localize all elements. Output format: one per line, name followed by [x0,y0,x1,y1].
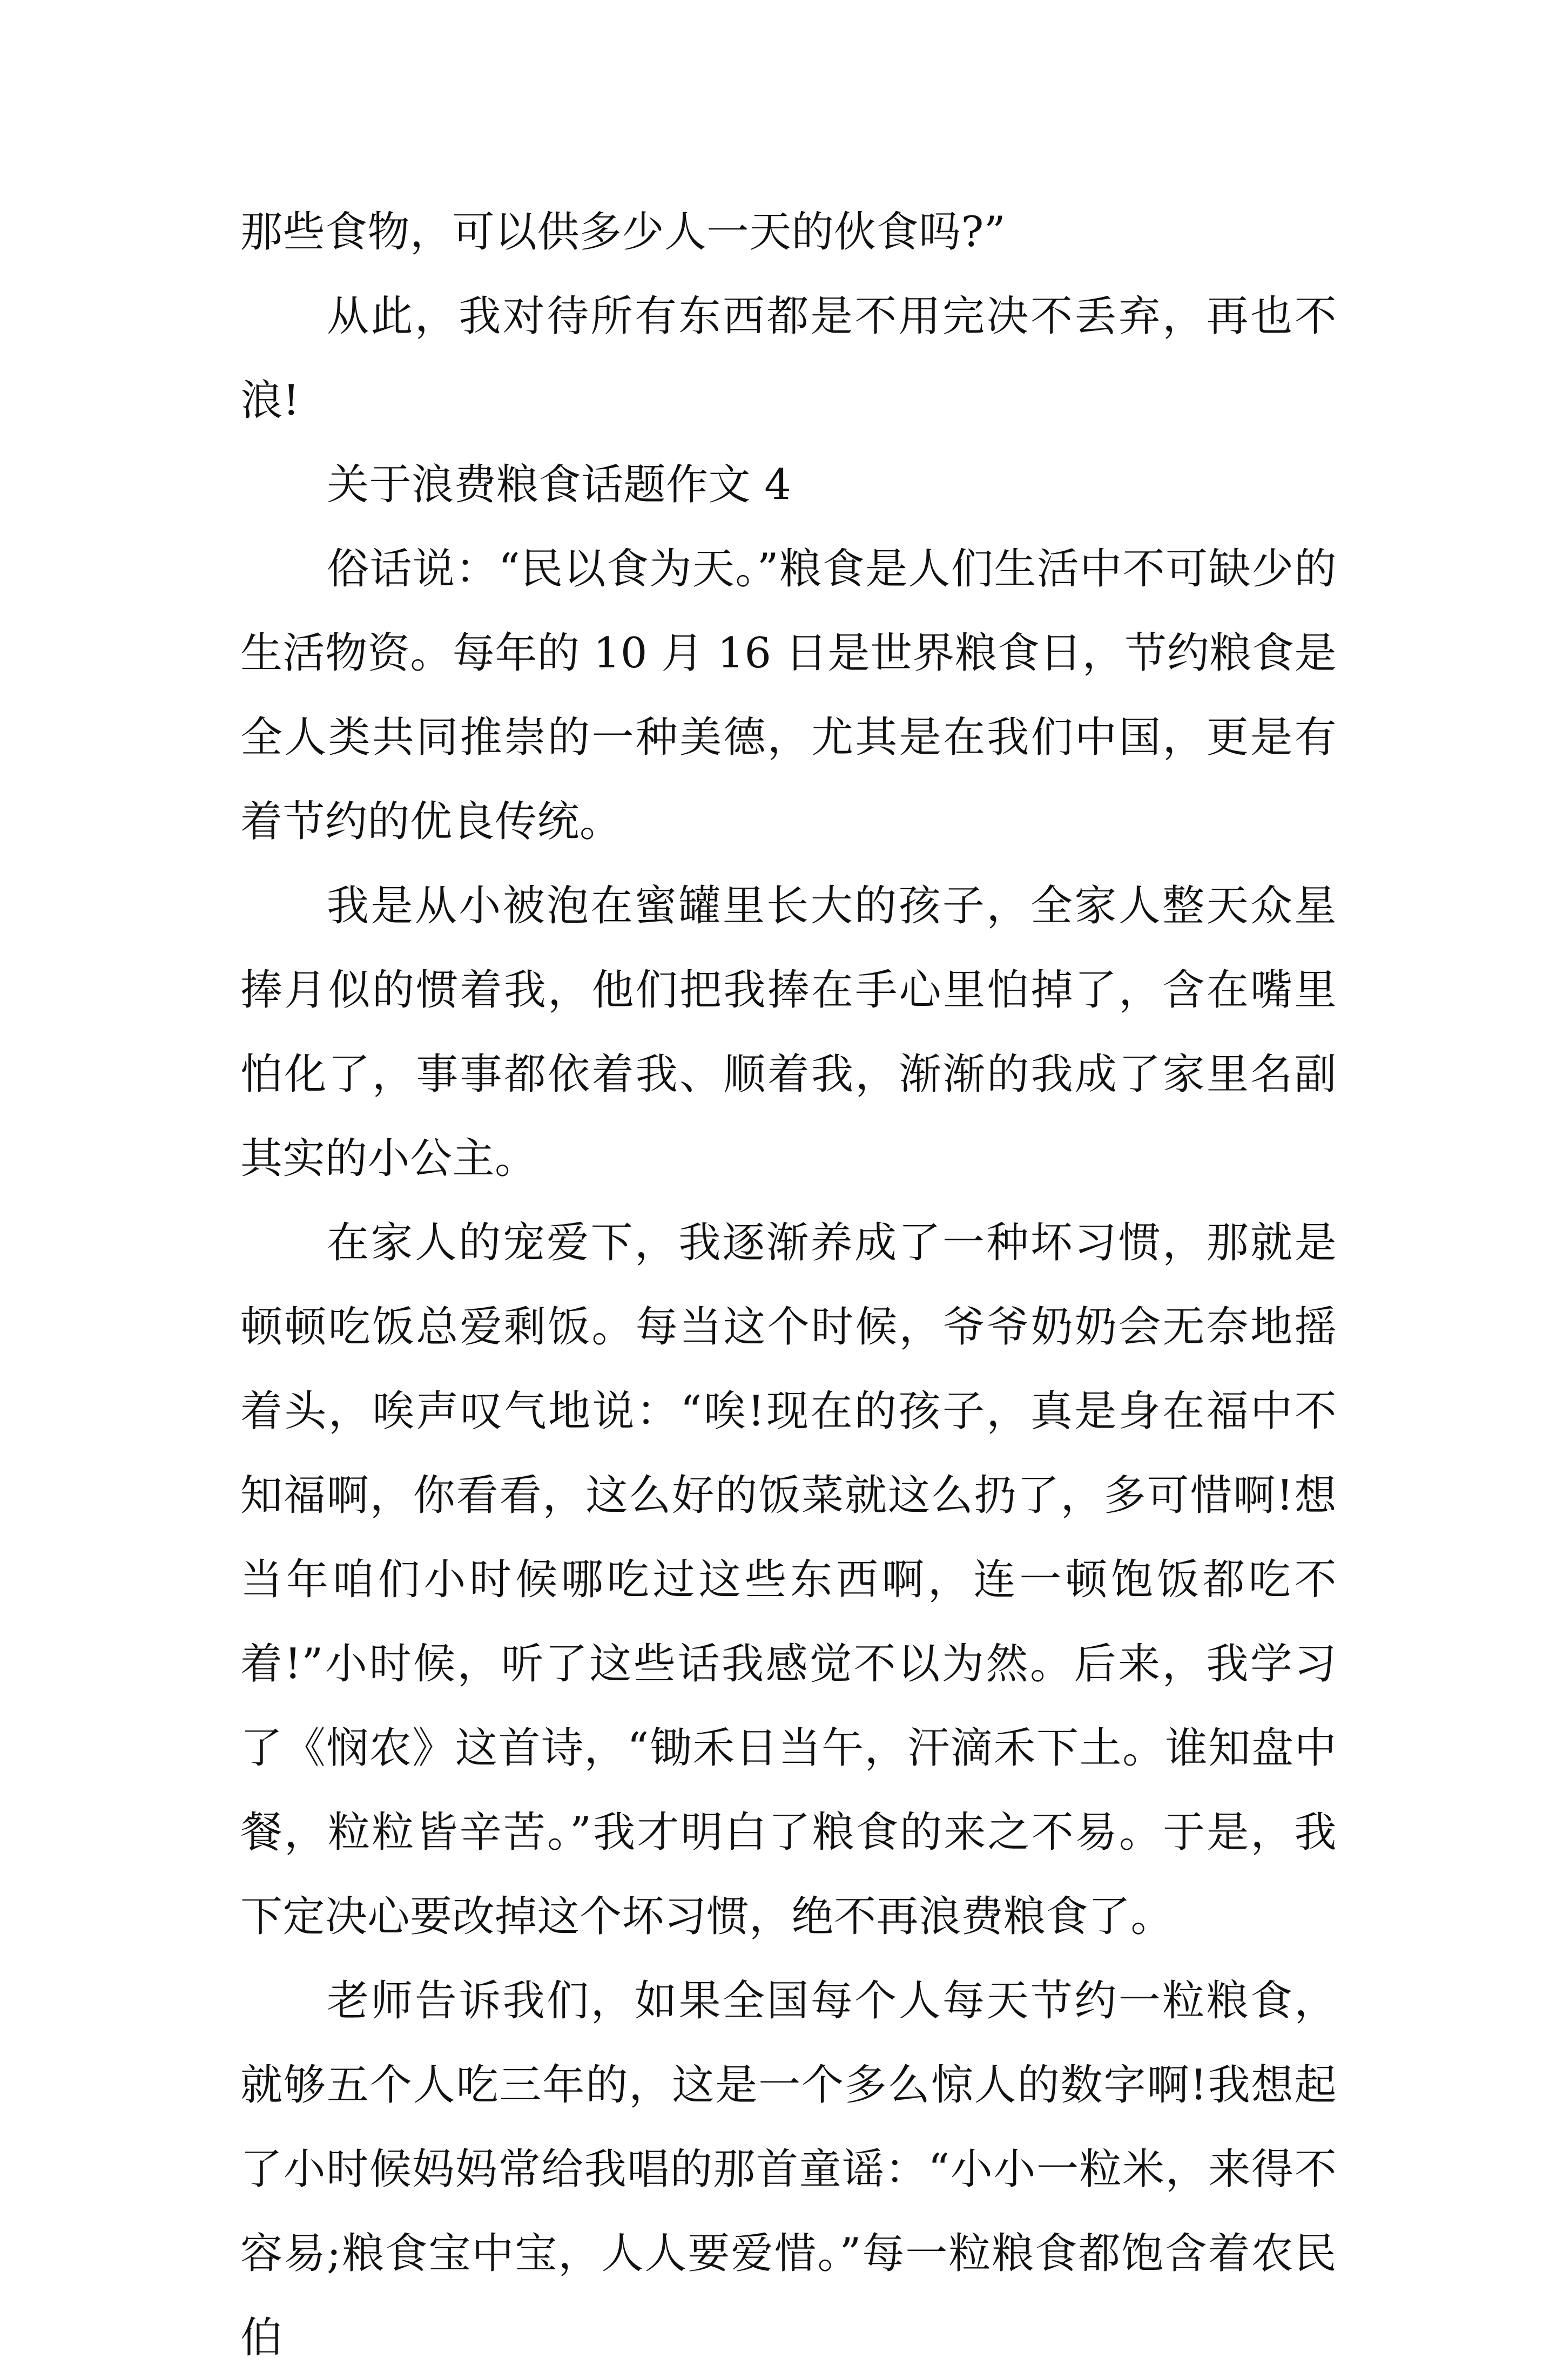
essay-title: 关于浪费粮食话题作文 4 [327,461,792,509]
paragraph-teacher: 老师告诉我们，如果全国每个人每天节约一粒粮食，就够五个人吃三年的，这是一个多么惊人的数字啊!我想起了小时候妈妈常给我唱的那首童谣：“小小一粒米，来得不容易;粮食宝中宝，人人要爱惜。”每一粒粮食都饱含着农民伯 [240,1977,1337,2362]
paragraph-childhood: 我是从小被泡在蜜罐里长大的孩子，全家人整天众星捧月似的惯着我，他们把我捧在手心里怕掉了，含在嘴里怕化了，事事都依着我、顺着我，渐渐的我成了家里名副其实的小公主。 [240,882,1337,1183]
paragraph-conclusion: 从此，我对待所有东西都是不用完决不丢弃，再也不浪! [240,292,1337,425]
document-body [240,190,1337,2380]
paragraph-intro: 俗话说：“民以食为天。”粮食是人们生活中不可缺少的生活物资。每年的 10 月 16 日是世界粮食日，节约粮食是全人类共同推崇的一种美德，尤其是在我们中国，更是有着节约的优良传统。 [240,545,1337,846]
paragraph-bad-habit: 在家人的宠爱下，我逐渐养成了一种坏习惯，那就是顿顿吃饭总爱剩饭。每当这个时候，爷爷奶奶会无奈地摇着头，唉声叹气地说：“唉!现在的孩子，真是身在福中不知福啊，你看看，这么好的饭菜就这么扔了，多可惜啊!想当年咱们小时候哪吃过这些东西啊，连一顿饱饭都吃不着!”小时候，听了这些话我感觉不以为然。后来，我学习了《悯农》这首诗，“锄禾日当午，汗滴禾下土。谁知盘中餐，粒粒皆辛苦。”我才明白了粮食的来之不易。于是，我下定决心要改掉这个坏习惯，绝不再浪费粮食了。 [240,1219,1337,1941]
paragraph-continuation: 那些食物，可以供多少人一天的伙食吗?” [240,208,1006,256]
